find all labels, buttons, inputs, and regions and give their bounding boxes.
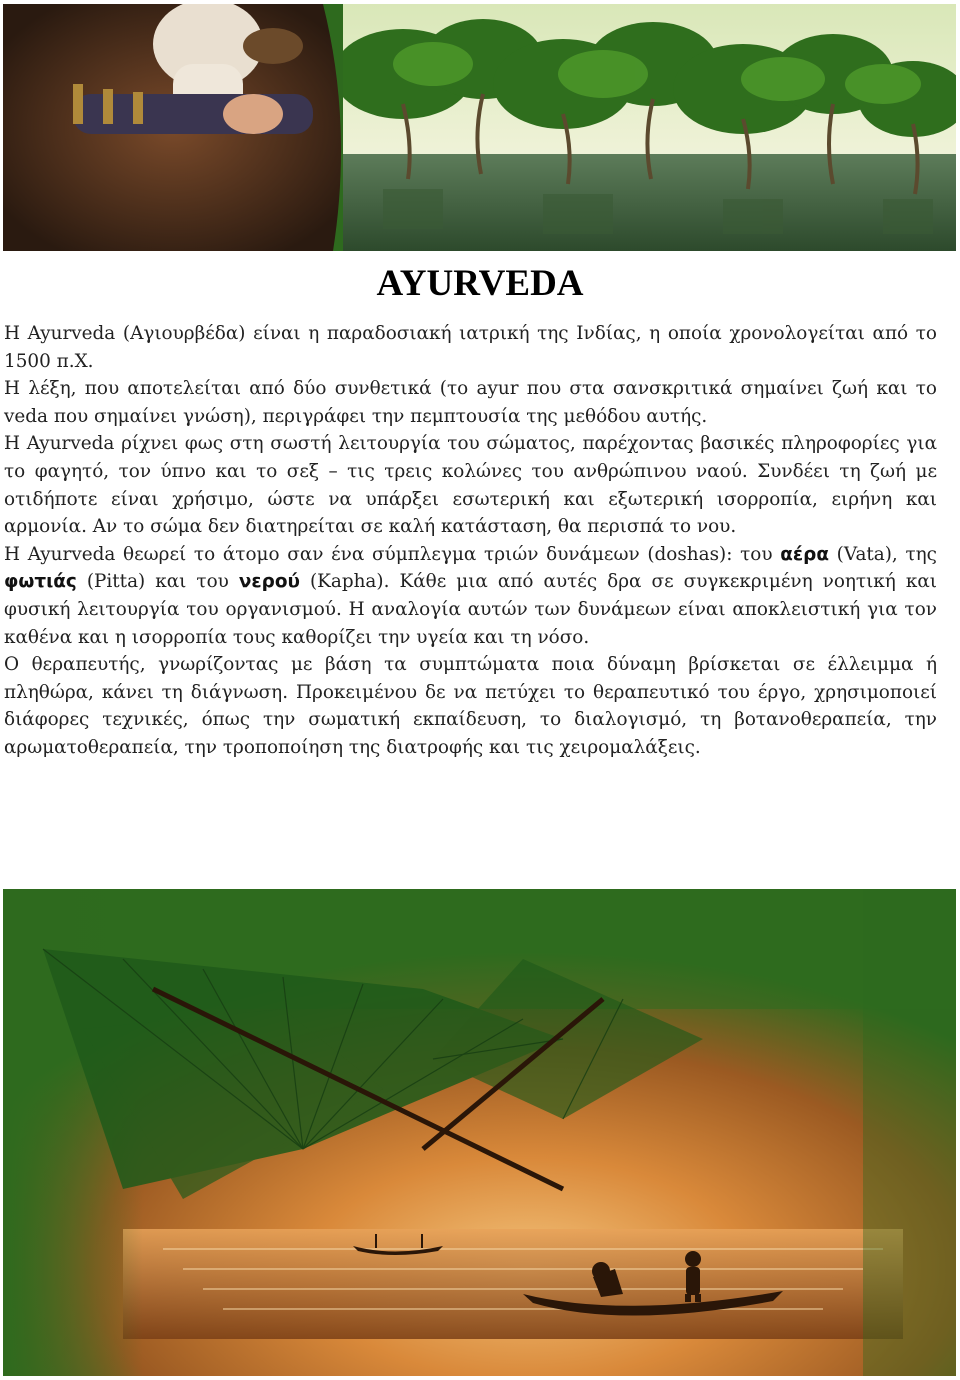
banner-illustration — [3, 4, 956, 251]
article-body — [4, 320, 937, 762]
dosha-air: αέρα — [780, 543, 829, 565]
fishing-nets-image — [3, 889, 956, 1376]
dosha-water: νερού — [238, 571, 300, 593]
paragraph-doshas — [4, 541, 937, 651]
header-banner-image — [3, 4, 956, 251]
page-title: AYURVEDA — [376, 263, 584, 304]
paragraph-intro: Η Ayurveda (Αγιουρβέδα) είναι η παραδοσιακή ιατρική της Ινδίας, η οποία χρονολογείται από το 1500 π.Χ. — [4, 323, 937, 372]
sunset-illustration — [3, 889, 956, 1376]
doshas-text-b: (Vata), της — [828, 543, 937, 565]
doshas-text-a: Η Ayurveda θεωρεί το άτομο σαν ένα σύμπλεγμα τριών δυνάμεων (doshas): του — [4, 543, 781, 565]
paragraph-function: Η Ayurveda ρίχνει φως στη σωστή λειτουργία του σώματος, παρέχοντας βασικές πληροφορίες για το φαγητό, τον ύπνο και το σεξ – τις τρεις κολώνες του ανθρώπινου ναού. Συνδέει τη ζωή με οτιδήποτε είναι χρήσιμο, ώστε να υπάρξει εσωτερική και εξωτερική ισορροπία, ειρήνη και αρμονία. Αν το σώμα δεν διατηρείται σε καλή κατάσταση, θα περισπά το νου. — [4, 433, 937, 538]
doshas-text-c: (Pitta) και του — [76, 571, 239, 593]
dosha-fire: φωτιάς — [4, 571, 77, 593]
paragraph-therapist: Ο θεραπευτής, γνωρίζοντας με βάση τα συμπτώματα ποια δύναμη βρίσκεται σε έλλειμμα ή πληθώρα, κάνει τη διάγνωση. Προκειμένου δε να πετύχει το θεραπευτικό του έργο, χρησιμοποιεί διάφορες τεχνικές, όπως την σωματική εκπαίδευση, το διαλογισμό, τη βοτανοθεραπεία, την αρωματοθεραπεία, την τροποποίηση της διατροφής και τις χειρομαλάξεις. — [4, 654, 937, 758]
paragraph-etymology: Η λέξη, που αποτελείται από δύο συνθετικά (το ayur που στα σανσκριτικά σημαίνει ζωή και το veda που σημαίνει γνώση), περιγράφει την πεμπτουσία της μεθόδου αυτής. — [4, 378, 937, 427]
doshas-text-d: (Kapha). Κάθε μια από αυτές δρα σε συγκεκριμένη νοητική και φυσική λειτουργία του οργανισμού. Η αναλογία αυτών των δυνάμεων είναι αποκλειστική για τον καθένα και η ισορροπία τους καθορίζει την υγεία και τη νόσο. — [4, 571, 937, 648]
